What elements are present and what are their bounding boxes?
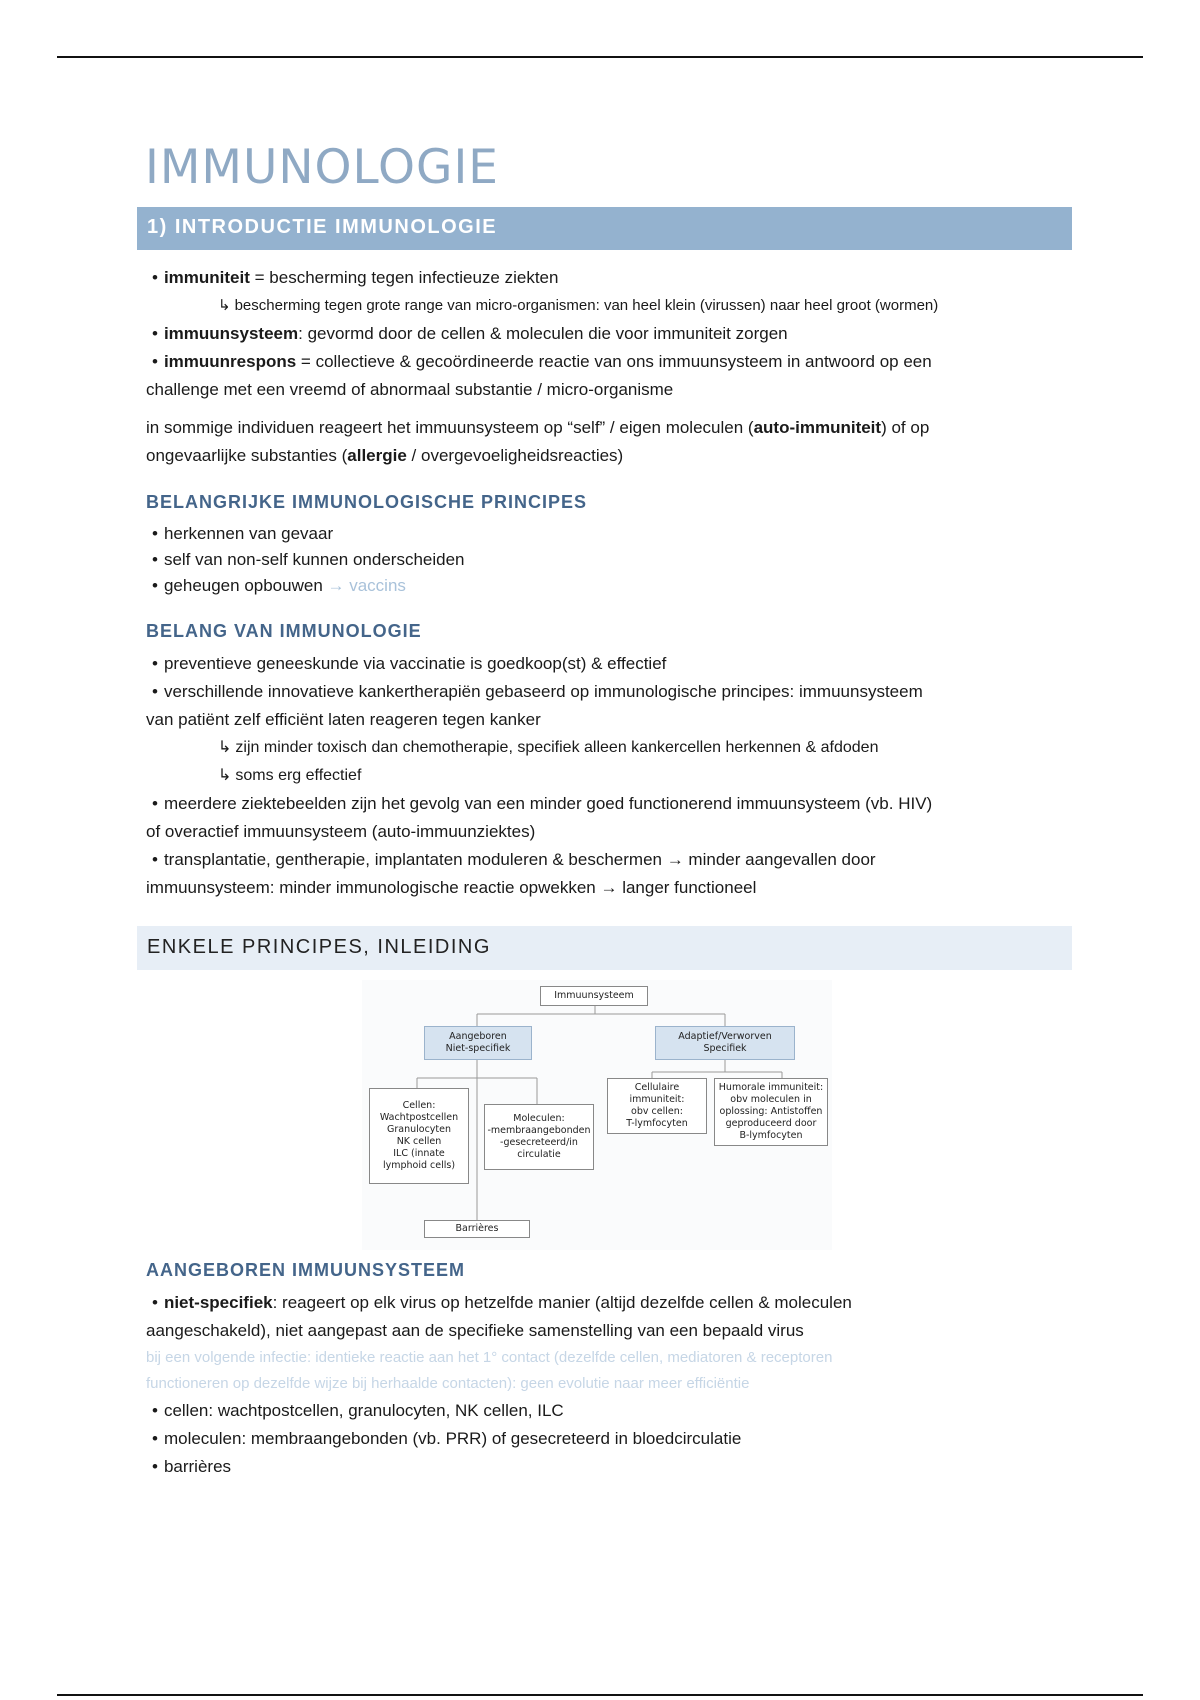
text-geheugen: geheugen opbouwen: [163, 576, 328, 595]
term-immuunsysteem: immuunsysteem: [163, 324, 299, 343]
subheading-belang: BELANG VAN IMMUNOLOGIE: [146, 621, 422, 641]
term-immuunrespons: immuunrespons: [163, 352, 297, 371]
bottom-rule: [57, 1694, 1143, 1696]
principe-item-2: • self van non-self kunnen onderscheiden: [137, 547, 1072, 573]
term-niet-specifiek: niet-specifiek: [163, 1293, 273, 1312]
belang-item-2: • verschillende innovatieve kankertherapiën gebaseerd op immunologische principes: immuunsysteem: [137, 678, 1072, 706]
text-self-a: in sommige individuen reageert het immuunsysteem op “self” / eigen moleculen (: [146, 418, 754, 437]
text-immuunrespons: = collectieve & gecoördineerde reactie van ons immuunsysteem in antwoord op een: [296, 352, 932, 371]
faded-note-2: functioneren op dezelfde wijze bij herhaalde contacten): geen evolutie naar meer efficiëntie: [146, 1375, 750, 1392]
immune-system-diagram: [362, 980, 832, 1250]
aangeboren-item-cellen: • cellen: wachtpostcellen, granulocyten, NK cellen, ILC: [137, 1397, 1072, 1425]
belang-item-3-cont: of overactief immuunsysteem (auto-immuunziektes): [146, 822, 536, 841]
link-vaccins: → vaccins: [327, 576, 406, 595]
aangeboren-niet-specifiek-cont: aangeschakeld), niet aangepast aan de specifieke samenstelling van een bepaald virus: [146, 1321, 804, 1340]
text-self-c: ongevaarlijke substanties (: [146, 446, 348, 465]
faded-note-1: bij een volgende infectie: identieke reactie aan het 1° contact (dezelfde cellen, mediatoren & receptoren: [146, 1349, 833, 1366]
belang-item-2-sub-1: ↳ zijn minder toxisch dan chemotherapie, specifiek alleen kankercellen herkennen & afdoden: [137, 734, 1072, 762]
belang-item-2-sub-2: ↳ soms erg effectief: [137, 762, 1072, 790]
aangeboren-item-moleculen: • moleculen: membraangebonden (vb. PRR) of gesecreteerd in bloedcirculatie: [137, 1425, 1072, 1453]
sub-immuniteit: ↳ bescherming tegen grote range van micro-organismen: van heel klein (virussen) naar heel groot (wormen): [137, 292, 1072, 320]
text-self-d: / overgevoeligheidsreacties): [406, 446, 624, 465]
belang-item-2-cont: van patiënt zelf efficiënt laten reageren tegen kanker: [146, 710, 541, 729]
line-immuunrespons: [137, 348, 1072, 376]
diagram-node-root: Immuunsysteem: [540, 986, 648, 1006]
diagram-node-innate: Aangeboren Niet-specifiek: [424, 1026, 532, 1060]
text-niet-specifiek: : reageert op elk virus op hetzelfde manier (altijd dezelfde cellen & moleculen: [272, 1293, 852, 1312]
text-self-b: ) of op: [881, 418, 930, 437]
principe-item-3: [137, 573, 1072, 599]
diagram-node-cellular: Cellulaire immuniteit: obv cellen: T-lymfocyten: [607, 1078, 707, 1134]
document-body: [137, 140, 1072, 1481]
diagram-node-cells: Cellen: Wachtpostcellen Granulocyten NK cellen ILC (innate lymphoid cells): [369, 1088, 469, 1184]
belang-item-4-cont: immuunsysteem: minder immunologische reactie opwekken → langer functioneel: [146, 878, 757, 897]
top-rule: [57, 56, 1143, 58]
aangeboren-niet-specifiek: [137, 1289, 1072, 1317]
text-immuunsysteem: : gevormd door de cellen & moleculen die voor immuniteit zorgen: [298, 324, 788, 343]
belang-item-3: • meerdere ziektebeelden zijn het gevolg van een minder goed functionerend immuunsysteem (vb. HIV): [137, 790, 1072, 818]
belang-item-1: • preventieve geneeskunde via vaccinatie is goedkoop(st) & effectief: [137, 650, 1072, 678]
belang-item-4: • transplantatie, gentherapie, implantaten moduleren & beschermen → minder aangevallen door: [137, 846, 1072, 874]
line-immuunsysteem: [137, 320, 1072, 348]
line-immuniteit: [137, 264, 1072, 292]
section-heading-introductie: 1) INTRODUCTIE IMMUNOLOGIE: [137, 207, 1072, 250]
line-self: [137, 414, 1072, 442]
term-immuniteit: immuniteit: [163, 268, 250, 287]
term-allergie: allergie: [347, 446, 407, 465]
term-auto-immuniteit: auto-immuniteit: [753, 418, 882, 437]
diagram-node-molecules: Moleculen: -membraangebonden -gesecreteerd/in circulatie: [484, 1104, 594, 1170]
subheading-aangeboren: AANGEBOREN IMMUUNSYSTEEM: [146, 1260, 466, 1280]
diagram-node-barriers: Barrières: [424, 1220, 530, 1238]
text-immuniteit: = bescherming tegen infectieuze ziekten: [249, 268, 559, 287]
diagram-node-humoral: Humorale immuniteit: obv moleculen in oplossing: Antistoffen geproduceerd door B-lymfocyten: [714, 1078, 828, 1146]
diagram-node-adaptive: Adaptief/Verworven Specifiek: [655, 1026, 795, 1060]
aangeboren-item-barrieres: • barrières: [137, 1453, 1072, 1481]
section-heading-principes-inleiding: ENKELE PRINCIPES, INLEIDING: [137, 926, 1072, 970]
page-title: IMMUNOLOGIE: [145, 140, 499, 195]
line-allergie: [137, 442, 1072, 470]
subheading-principes: BELANGRIJKE IMMUNOLOGISCHE PRINCIPES: [146, 492, 588, 512]
principe-item-1: • herkennen van gevaar: [137, 521, 1072, 547]
line-immuunrespons-cont: challenge met een vreemd of abnormaal substantie / micro-organisme: [146, 380, 674, 399]
